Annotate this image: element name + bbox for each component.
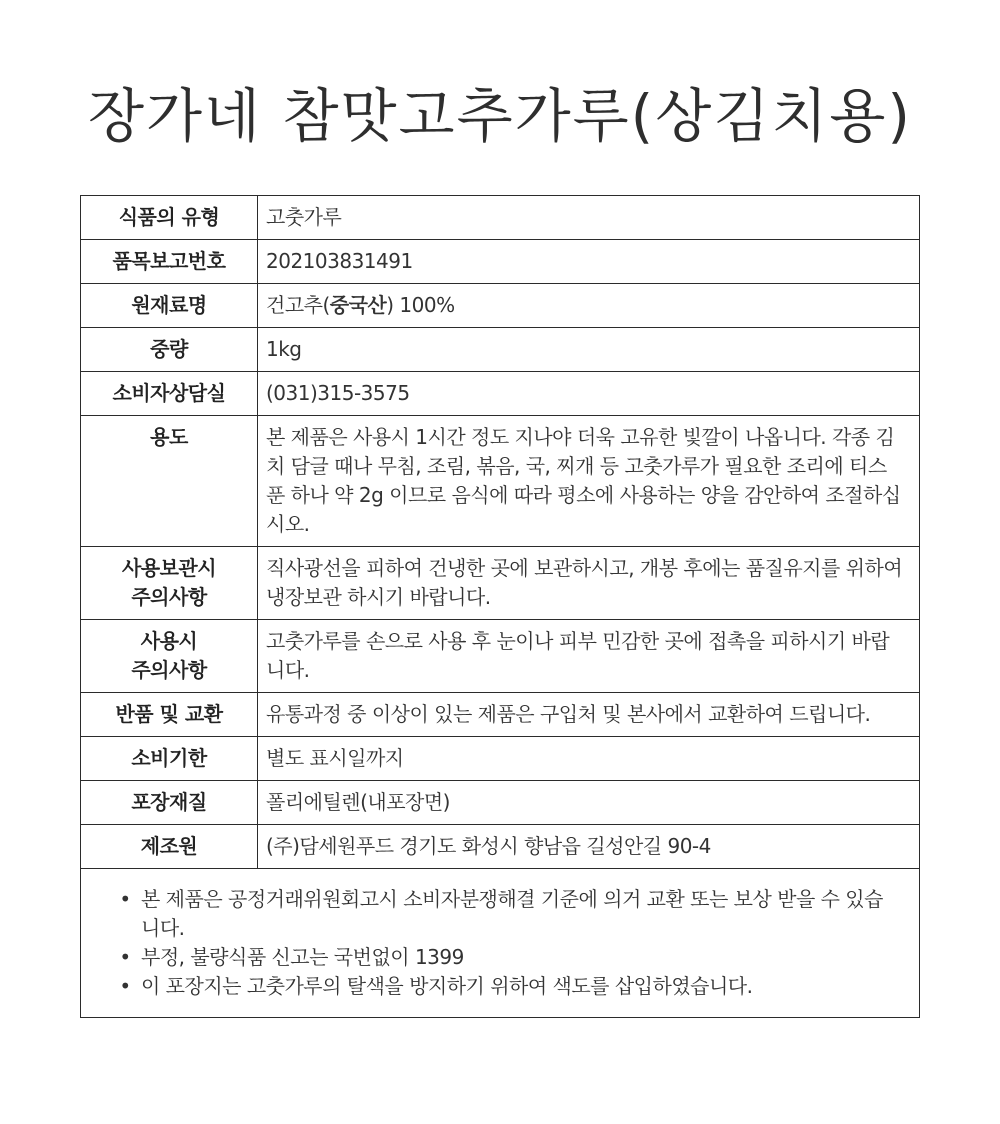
row-label: 품목보고번호 xyxy=(81,240,258,284)
table-row-notes xyxy=(81,869,920,1018)
notes-list xyxy=(115,885,899,1001)
row-label-line2: 주의사항 xyxy=(131,658,207,682)
table-row-usage xyxy=(81,416,920,547)
table-row-usage-caution xyxy=(81,620,920,693)
row-value: (주)담세원푸드 경기도 화성시 향남읍 길성안길 90-4 xyxy=(258,825,920,869)
table-row-storage-caution xyxy=(81,547,920,620)
row-label: 중량 xyxy=(81,328,258,372)
table-row-packaging xyxy=(81,781,920,825)
origin-country: 중국산 xyxy=(329,293,387,317)
row-value: 별도 표시일까지 xyxy=(258,737,920,781)
row-label: 포장재질 xyxy=(81,781,258,825)
row-label xyxy=(81,547,258,620)
row-label-line1: 사용시 xyxy=(140,629,198,653)
list-item xyxy=(115,943,899,972)
note-text: 부정, 불량식품 신고는 국번없이 1399 xyxy=(141,945,464,969)
list-item xyxy=(115,885,899,943)
row-value: 202103831491 xyxy=(258,240,920,284)
row-label: 반품 및 교환 xyxy=(81,693,258,737)
product-info-table xyxy=(80,195,920,1018)
row-value: 폴리에틸렌(내포장면) xyxy=(258,781,920,825)
row-label xyxy=(81,620,258,693)
table-row-weight xyxy=(81,328,920,372)
row-label: 용도 xyxy=(81,416,258,547)
ingredients-suffix: ) 100% xyxy=(386,293,455,317)
ingredients-prefix: 건고추( xyxy=(266,293,330,317)
row-value: 고춧가루를 손으로 사용 후 눈이나 피부 민감한 곳에 접촉을 피하시기 바랍니다. xyxy=(258,620,920,693)
table-row-manufacturer xyxy=(81,825,920,869)
row-label: 제조원 xyxy=(81,825,258,869)
table-row-food-type xyxy=(81,196,920,240)
row-label: 소비기한 xyxy=(81,737,258,781)
note-text: 본 제품은 공정거래위원회고시 소비자분쟁해결 기준에 의거 교환 또는 보상 받을 수 있습니다. xyxy=(141,887,883,940)
row-value: 1kg xyxy=(258,328,920,372)
list-item xyxy=(115,972,899,1001)
row-value xyxy=(258,284,920,328)
row-label-line1: 사용보관시 xyxy=(121,556,217,580)
table-row-consumer-center xyxy=(81,372,920,416)
row-label: 원재료명 xyxy=(81,284,258,328)
bullet-icon: • xyxy=(119,974,131,998)
bullet-icon: • xyxy=(119,887,131,911)
row-value: (031)315-3575 xyxy=(258,372,920,416)
table-row-report-number xyxy=(81,240,920,284)
row-label: 식품의 유형 xyxy=(81,196,258,240)
note-text: 이 포장지는 고춧가루의 탈색을 방지하기 위하여 색도를 삽입하였습니다. xyxy=(141,974,753,998)
row-value: 직사광선을 피하여 건냉한 곳에 보관하시고, 개봉 후에는 품질유지를 위하여 냉장보관 하시기 바랍니다. xyxy=(258,547,920,620)
row-value: 고춧가루 xyxy=(258,196,920,240)
table-row-expiry xyxy=(81,737,920,781)
row-label-line2: 주의사항 xyxy=(131,585,207,609)
table-row-ingredients xyxy=(81,284,920,328)
table-row-return-exchange xyxy=(81,693,920,737)
page-title: 장가네 참맛고추가루(상김치용) xyxy=(87,82,913,150)
row-label: 소비자상담실 xyxy=(81,372,258,416)
bullet-icon: • xyxy=(119,945,131,969)
notes-cell xyxy=(81,869,920,1018)
row-value: 유통과정 중 이상이 있는 제품은 구입처 및 본사에서 교환하여 드립니다. xyxy=(258,693,920,737)
row-value: 본 제품은 사용시 1시간 정도 지나야 더욱 고유한 빛깔이 나옵니다. 각종 김치 담글 때나 무침, 조림, 볶음, 국, 찌개 등 고춧가루가 필요한 조리에 티스푼 하나 약 2g 이므로 음식에 따라 평소에 사용하는 양을 감안하여 조절하십시오. xyxy=(258,416,920,547)
